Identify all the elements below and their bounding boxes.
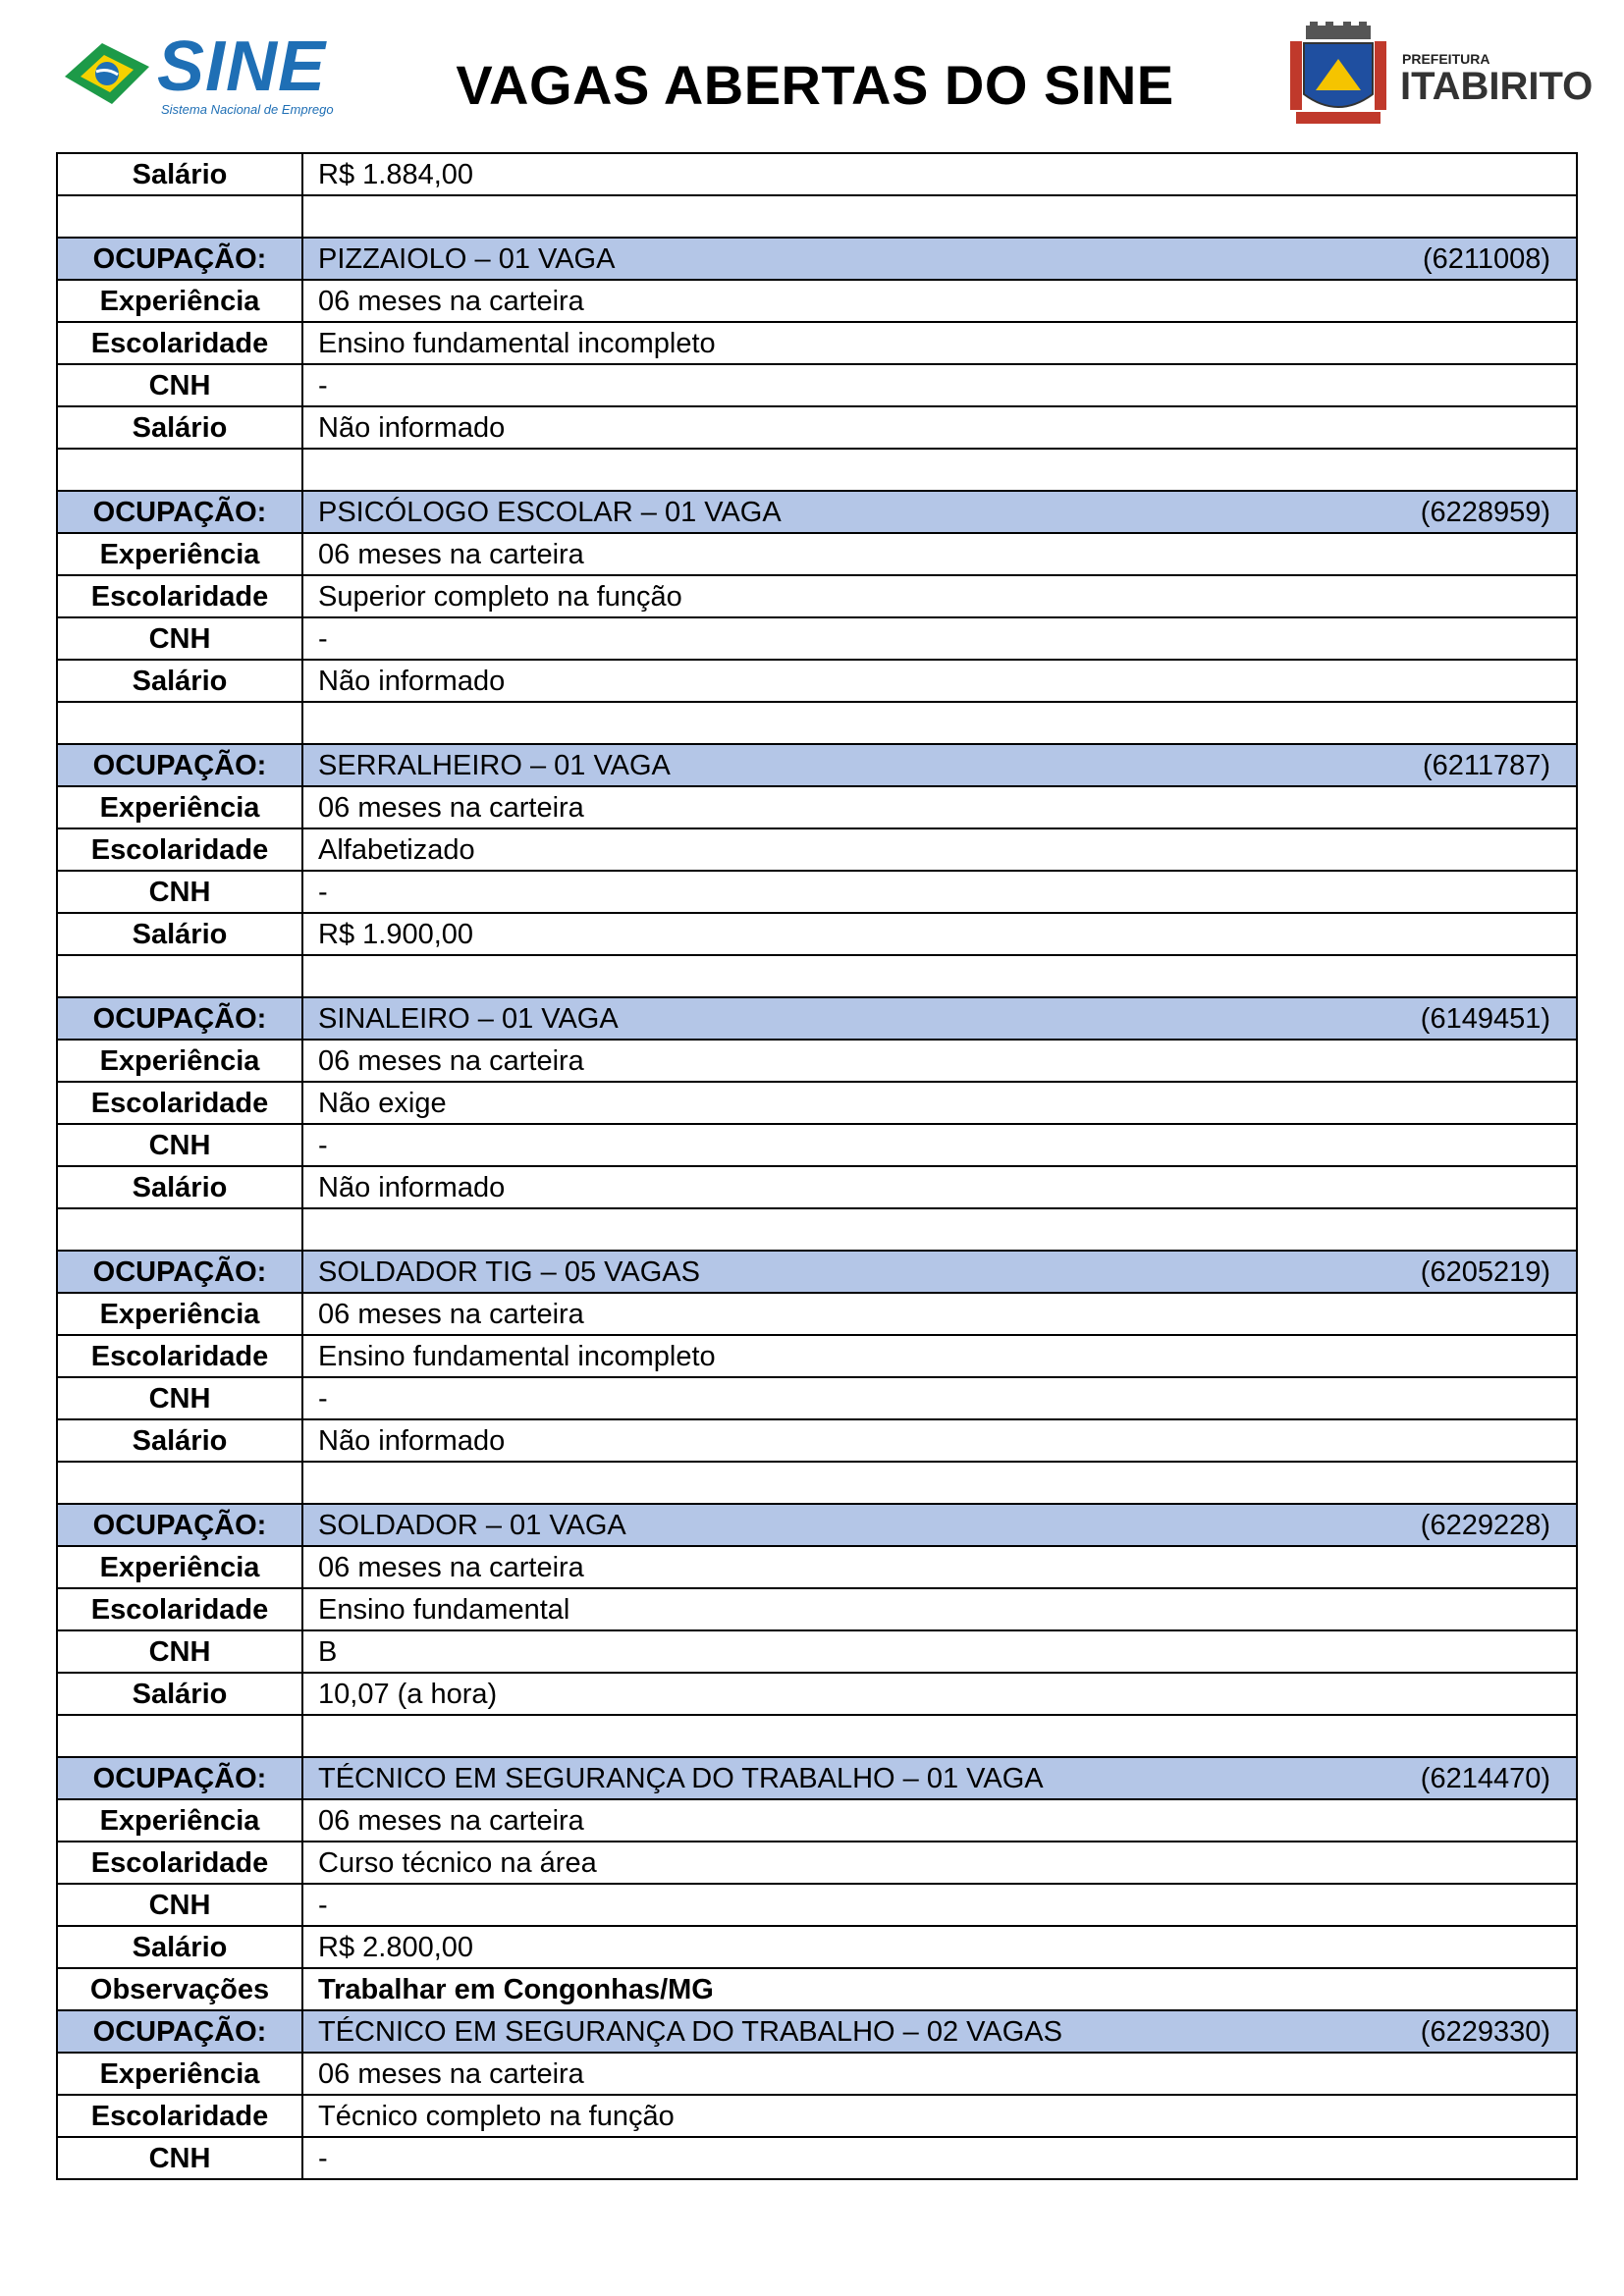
occupation-label: OCUPAÇÃO: bbox=[57, 1504, 302, 1546]
table-row bbox=[57, 617, 1577, 660]
table-row bbox=[57, 575, 1577, 617]
prefeitura-logo bbox=[1286, 22, 1594, 130]
table-row bbox=[57, 322, 1577, 364]
schooling-label: Escolaridade bbox=[57, 575, 302, 617]
job-code: (6205219) bbox=[1420, 1255, 1550, 1288]
schooling-value: Técnico completo na função bbox=[302, 2095, 1577, 2137]
table-row bbox=[57, 1588, 1577, 1630]
experience-label: Experiência bbox=[57, 1040, 302, 1082]
schooling-value: Ensino fundamental bbox=[302, 1588, 1577, 1630]
cnh-value: - bbox=[302, 871, 1577, 913]
job-code: (6229228) bbox=[1420, 1509, 1550, 1541]
experience-label: Experiência bbox=[57, 1799, 302, 1842]
job-code: (6228959) bbox=[1420, 496, 1550, 528]
occupation-label: OCUPAÇÃO: bbox=[57, 1757, 302, 1799]
table-row bbox=[57, 1124, 1577, 1166]
table-row bbox=[57, 1968, 1577, 2010]
schooling-value: Não exige bbox=[302, 1082, 1577, 1124]
sine-logo-text: SINE bbox=[157, 27, 327, 106]
experience-label: Experiência bbox=[57, 2053, 302, 2095]
cnh-value: - bbox=[302, 1884, 1577, 1926]
cnh-value: - bbox=[302, 617, 1577, 660]
schooling-value: Curso técnico na área bbox=[302, 1842, 1577, 1884]
table-row bbox=[57, 786, 1577, 828]
occupation-title: SOLDADOR – 01 VAGA bbox=[318, 1509, 626, 1541]
cnh-label: CNH bbox=[57, 1124, 302, 1166]
occupation-row bbox=[57, 997, 1577, 1040]
salary-value: Não informado bbox=[302, 406, 1577, 449]
salary-label: Salário bbox=[57, 1673, 302, 1715]
table-row bbox=[57, 1377, 1577, 1419]
table-row bbox=[57, 1630, 1577, 1673]
experience-value: 06 meses na carteira bbox=[302, 1040, 1577, 1082]
table-row bbox=[57, 871, 1577, 913]
salary-label: Salário bbox=[57, 406, 302, 449]
table-row bbox=[57, 913, 1577, 955]
experience-value: 06 meses na carteira bbox=[302, 280, 1577, 322]
table-row bbox=[57, 1673, 1577, 1715]
notes-value: Trabalhar em Congonhas/MG bbox=[302, 1968, 1577, 2010]
salary-label: Salário bbox=[57, 1419, 302, 1462]
table-row bbox=[57, 1040, 1577, 1082]
prefeitura-name: ITABIRITO bbox=[1400, 65, 1594, 108]
spacer-row bbox=[57, 449, 1577, 491]
occupation-label: OCUPAÇÃO: bbox=[57, 744, 302, 786]
table-row bbox=[57, 1335, 1577, 1377]
brazil-flag-icon bbox=[59, 37, 153, 110]
occupation-title: TÉCNICO EM SEGURANÇA DO TRABALHO – 01 VAGA bbox=[318, 1762, 1044, 1794]
experience-value: 06 meses na carteira bbox=[302, 1293, 1577, 1335]
schooling-label: Escolaridade bbox=[57, 1588, 302, 1630]
table-row bbox=[57, 1419, 1577, 1462]
salary-value: R$ 1.900,00 bbox=[302, 913, 1577, 955]
cnh-label: CNH bbox=[57, 617, 302, 660]
salary-value: 10,07 (a hora) bbox=[302, 1673, 1577, 1715]
schooling-value: Ensino fundamental incompleto bbox=[302, 1335, 1577, 1377]
table-row bbox=[57, 406, 1577, 449]
occupation-label: OCUPAÇÃO: bbox=[57, 2010, 302, 2053]
schooling-value: Superior completo na função bbox=[302, 575, 1577, 617]
experience-label: Experiência bbox=[57, 1293, 302, 1335]
notes-label: Observações bbox=[57, 1968, 302, 2010]
spacer-row bbox=[57, 955, 1577, 997]
schooling-label: Escolaridade bbox=[57, 322, 302, 364]
table-row bbox=[57, 364, 1577, 406]
city-crest-icon bbox=[1286, 22, 1390, 130]
spacer-row bbox=[57, 1715, 1577, 1757]
occupation-title: SINALEIRO – 01 VAGA bbox=[318, 1002, 619, 1035]
experience-label: Experiência bbox=[57, 786, 302, 828]
cnh-label: CNH bbox=[57, 1377, 302, 1419]
occupation-row bbox=[57, 744, 1577, 786]
cnh-label: CNH bbox=[57, 2137, 302, 2179]
occupation-label: OCUPAÇÃO: bbox=[57, 997, 302, 1040]
table-row bbox=[57, 1799, 1577, 1842]
table-row bbox=[57, 1082, 1577, 1124]
occupation-row bbox=[57, 1251, 1577, 1293]
jobs-table bbox=[56, 152, 1578, 2180]
experience-value: 06 meses na carteira bbox=[302, 533, 1577, 575]
cnh-value: - bbox=[302, 364, 1577, 406]
salary-value: Não informado bbox=[302, 1419, 1577, 1462]
page-title: VAGAS ABERTAS DO SINE bbox=[456, 54, 1174, 116]
salary-label: Salário bbox=[57, 1926, 302, 1968]
table-row bbox=[57, 660, 1577, 702]
prefeitura-label: PREFEITURA bbox=[1402, 51, 1490, 67]
job-code: (6229330) bbox=[1420, 2015, 1550, 2048]
cnh-value: - bbox=[302, 1377, 1577, 1419]
sine-logo-subtitle: Sistema Nacional de Emprego bbox=[161, 102, 334, 117]
salary-value: Não informado bbox=[302, 1166, 1577, 1208]
occupation-title: PIZZAIOLO – 01 VAGA bbox=[318, 242, 616, 275]
occupation-title: TÉCNICO EM SEGURANÇA DO TRABALHO – 02 VAGAS bbox=[318, 2015, 1062, 2048]
salary-value: R$ 2.800,00 bbox=[302, 1926, 1577, 1968]
occupation-title: SERRALHEIRO – 01 VAGA bbox=[318, 749, 671, 781]
job-code: (6149451) bbox=[1420, 1002, 1550, 1035]
cnh-value: - bbox=[302, 1124, 1577, 1166]
table-row bbox=[57, 2095, 1577, 2137]
occupation-title: SOLDADOR TIG – 05 VAGAS bbox=[318, 1255, 700, 1288]
occupation-row bbox=[57, 238, 1577, 280]
table-row bbox=[57, 828, 1577, 871]
table-row bbox=[57, 1293, 1577, 1335]
salary-value: Não informado bbox=[302, 660, 1577, 702]
occupation-label: OCUPAÇÃO: bbox=[57, 238, 302, 280]
experience-value: 06 meses na carteira bbox=[302, 786, 1577, 828]
table-row bbox=[57, 1546, 1577, 1588]
spacer-row bbox=[57, 702, 1577, 744]
occupation-row bbox=[57, 1757, 1577, 1799]
job-code: (6211008) bbox=[1422, 242, 1550, 275]
salary-label: Salário bbox=[57, 153, 302, 195]
cnh-label: CNH bbox=[57, 1630, 302, 1673]
occupation-title: PSICÓLOGO ESCOLAR – 01 VAGA bbox=[318, 496, 782, 528]
occupation-row bbox=[57, 491, 1577, 533]
cnh-value: B bbox=[302, 1630, 1577, 1673]
schooling-label: Escolaridade bbox=[57, 2095, 302, 2137]
table-row bbox=[57, 533, 1577, 575]
table-row bbox=[57, 1842, 1577, 1884]
schooling-value: Alfabetizado bbox=[302, 828, 1577, 871]
cnh-label: CNH bbox=[57, 871, 302, 913]
cnh-label: CNH bbox=[57, 1884, 302, 1926]
experience-value: 06 meses na carteira bbox=[302, 1546, 1577, 1588]
sine-logo bbox=[59, 27, 353, 126]
occupation-row bbox=[57, 1504, 1577, 1546]
salary-label: Salário bbox=[57, 913, 302, 955]
experience-label: Experiência bbox=[57, 280, 302, 322]
table-row bbox=[57, 280, 1577, 322]
table-row bbox=[57, 153, 1577, 195]
table-row bbox=[57, 2137, 1577, 2179]
table-row bbox=[57, 1166, 1577, 1208]
experience-label: Experiência bbox=[57, 1546, 302, 1588]
salary-value: R$ 1.884,00 bbox=[302, 153, 1577, 195]
page-header bbox=[0, 0, 1624, 147]
schooling-label: Escolaridade bbox=[57, 828, 302, 871]
occupation-label: OCUPAÇÃO: bbox=[57, 1251, 302, 1293]
spacer-row bbox=[57, 1208, 1577, 1251]
experience-label: Experiência bbox=[57, 533, 302, 575]
job-code: (6214470) bbox=[1420, 1762, 1550, 1794]
schooling-value: Ensino fundamental incompleto bbox=[302, 322, 1577, 364]
experience-value: 06 meses na carteira bbox=[302, 2053, 1577, 2095]
salary-label: Salário bbox=[57, 660, 302, 702]
schooling-label: Escolaridade bbox=[57, 1082, 302, 1124]
schooling-label: Escolaridade bbox=[57, 1335, 302, 1377]
experience-value: 06 meses na carteira bbox=[302, 1799, 1577, 1842]
salary-label: Salário bbox=[57, 1166, 302, 1208]
table-row bbox=[57, 1926, 1577, 1968]
job-code: (6211787) bbox=[1422, 749, 1550, 781]
spacer-row bbox=[57, 195, 1577, 238]
occupation-row bbox=[57, 2010, 1577, 2053]
occupation-label: OCUPAÇÃO: bbox=[57, 491, 302, 533]
cnh-label: CNH bbox=[57, 364, 302, 406]
cnh-value: - bbox=[302, 2137, 1577, 2179]
table-row bbox=[57, 1884, 1577, 1926]
table-row bbox=[57, 2053, 1577, 2095]
schooling-label: Escolaridade bbox=[57, 1842, 302, 1884]
spacer-row bbox=[57, 1462, 1577, 1504]
